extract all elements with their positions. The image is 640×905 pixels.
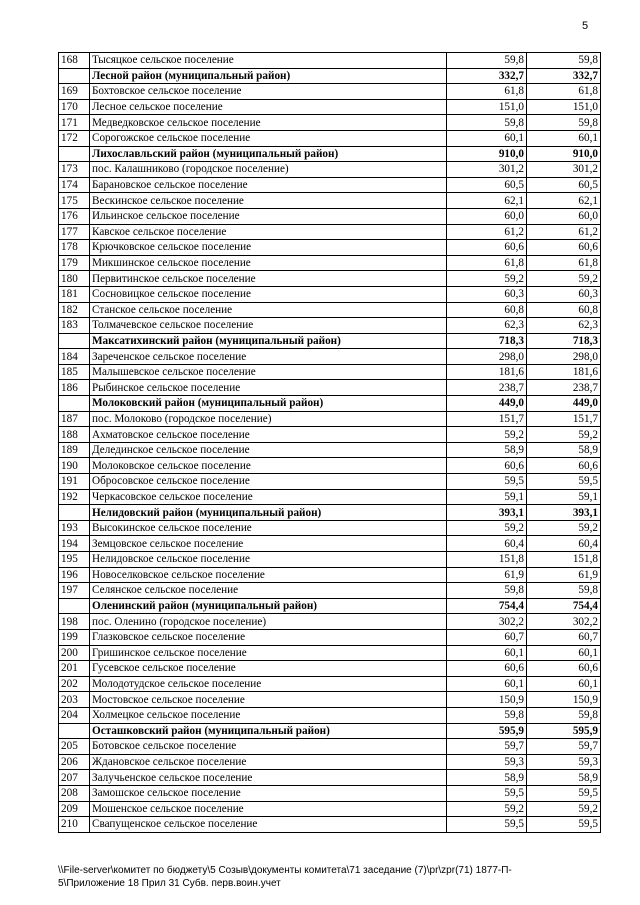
- value-column-1-cell: 59,8: [447, 707, 527, 723]
- district-row: [59, 396, 601, 412]
- table-row: [59, 676, 601, 692]
- row-number-cell: [59, 146, 90, 162]
- settlement-name-cell: Станское сельское поселение: [90, 302, 447, 318]
- value-column-2-cell: 61,2: [527, 224, 601, 240]
- value-column-2-cell: 59,8: [527, 115, 601, 131]
- row-number-cell: 194: [59, 536, 90, 552]
- settlement-name-cell: Барановское сельское поселение: [90, 177, 447, 193]
- value-column-2-cell: 59,8: [527, 583, 601, 599]
- value-column-2-cell: 60,6: [527, 661, 601, 677]
- row-number-cell: 180: [59, 271, 90, 287]
- row-number-cell: 202: [59, 676, 90, 692]
- settlement-name-cell: Медведковское сельское поселение: [90, 115, 447, 131]
- value-column-2-cell: 238,7: [527, 380, 601, 396]
- table-row: [59, 177, 601, 193]
- value-column-2-cell: 60,1: [527, 130, 601, 146]
- footer-line-1: \\File-server\комитет по бюджету\5 Созыв\документы комитета\71 заседание (7)\pr\zpr(71) 1877-П-: [58, 865, 512, 876]
- value-column-2-cell: 910,0: [527, 146, 601, 162]
- row-number-cell: 168: [59, 53, 90, 69]
- settlement-name-cell: Гришинское сельское поселение: [90, 645, 447, 661]
- value-column-2-cell: 150,9: [527, 692, 601, 708]
- value-column-2-cell: 754,4: [527, 598, 601, 614]
- value-column-2-cell: 151,8: [527, 552, 601, 568]
- value-column-1-cell: 61,2: [447, 224, 527, 240]
- row-number-cell: [59, 396, 90, 412]
- table-row: [59, 707, 601, 723]
- value-column-2-cell: 59,2: [527, 801, 601, 817]
- row-number-cell: 196: [59, 567, 90, 583]
- row-number-cell: 184: [59, 349, 90, 365]
- table-row: [59, 286, 601, 302]
- settlement-name-cell: Селянское сельское поселение: [90, 583, 447, 599]
- table-row: [59, 99, 601, 115]
- value-column-2-cell: 60,5: [527, 177, 601, 193]
- settlement-name-cell: Молодотудское сельское поселение: [90, 676, 447, 692]
- settlement-name-cell: Ильинское сельское поселение: [90, 208, 447, 224]
- value-column-1-cell: 150,9: [447, 692, 527, 708]
- row-number-cell: 195: [59, 552, 90, 568]
- value-column-2-cell: 151,0: [527, 99, 601, 115]
- row-number-cell: 208: [59, 785, 90, 801]
- subsidy-table: [58, 52, 601, 833]
- row-number-cell: 186: [59, 380, 90, 396]
- row-number-cell: 188: [59, 427, 90, 443]
- settlement-name-cell: Лесной район (муниципальный район): [90, 68, 447, 84]
- row-number-cell: 169: [59, 84, 90, 100]
- value-column-1-cell: 181,6: [447, 364, 527, 380]
- value-column-1-cell: 59,5: [447, 474, 527, 490]
- value-column-2-cell: 181,6: [527, 364, 601, 380]
- value-column-2-cell: 60,1: [527, 676, 601, 692]
- value-column-1-cell: 58,9: [447, 770, 527, 786]
- settlement-name-cell: Лесное сельское поселение: [90, 99, 447, 115]
- row-number-cell: [59, 333, 90, 349]
- value-column-1-cell: 61,8: [447, 255, 527, 271]
- settlement-name-cell: Мостовское сельское поселение: [90, 692, 447, 708]
- settlement-name-cell: Ахматовское сельское поселение: [90, 427, 447, 443]
- row-number-cell: [59, 68, 90, 84]
- value-column-1-cell: 238,7: [447, 380, 527, 396]
- table-row: [59, 817, 601, 833]
- settlement-name-cell: Оленинский район (муниципальный район): [90, 598, 447, 614]
- settlement-name-cell: Бохтовское сельское поселение: [90, 84, 447, 100]
- settlement-name-cell: Мошенское сельское поселение: [90, 801, 447, 817]
- table-row: [59, 224, 601, 240]
- settlement-name-cell: Крючковское сельское поселение: [90, 240, 447, 256]
- settlement-name-cell: Новоселковское сельское поселение: [90, 567, 447, 583]
- value-column-1-cell: 62,1: [447, 193, 527, 209]
- table-row: [59, 427, 601, 443]
- value-column-1-cell: 298,0: [447, 349, 527, 365]
- row-number-cell: 206: [59, 754, 90, 770]
- row-number-cell: 185: [59, 364, 90, 380]
- settlement-name-cell: Зареченское сельское поселение: [90, 349, 447, 365]
- settlement-name-cell: Толмачевское сельское поселение: [90, 318, 447, 334]
- table-row: [59, 692, 601, 708]
- table-row: [59, 458, 601, 474]
- table-row: [59, 255, 601, 271]
- table-row: [59, 552, 601, 568]
- settlement-name-cell: Первитинское сельское поселение: [90, 271, 447, 287]
- value-column-1-cell: 59,2: [447, 801, 527, 817]
- value-column-2-cell: 59,5: [527, 817, 601, 833]
- value-column-1-cell: 332,7: [447, 68, 527, 84]
- row-number-cell: 205: [59, 739, 90, 755]
- value-column-2-cell: 718,3: [527, 333, 601, 349]
- settlement-name-cell: Сорогожское сельское поселение: [90, 130, 447, 146]
- district-row: [59, 146, 601, 162]
- value-column-2-cell: 60,3: [527, 286, 601, 302]
- value-column-1-cell: 60,5: [447, 177, 527, 193]
- table-row: [59, 53, 601, 69]
- value-column-2-cell: 60,4: [527, 536, 601, 552]
- value-column-2-cell: 62,1: [527, 193, 601, 209]
- settlement-name-cell: Тысяцкое сельское поселение: [90, 53, 447, 69]
- value-column-2-cell: 59,2: [527, 271, 601, 287]
- value-column-2-cell: 332,7: [527, 68, 601, 84]
- value-column-1-cell: 60,6: [447, 240, 527, 256]
- row-number-cell: 207: [59, 770, 90, 786]
- table-row: [59, 349, 601, 365]
- row-number-cell: 177: [59, 224, 90, 240]
- settlement-name-cell: Холмецкое сельское поселение: [90, 707, 447, 723]
- footer-line-2: 5\Приложение 18 Прил 31 Субв. перв.воин.учет: [58, 878, 281, 889]
- table-row: [59, 318, 601, 334]
- value-column-1-cell: 910,0: [447, 146, 527, 162]
- table-row: [59, 240, 601, 256]
- value-column-1-cell: 151,8: [447, 552, 527, 568]
- value-column-1-cell: 59,5: [447, 785, 527, 801]
- row-number-cell: 187: [59, 411, 90, 427]
- value-column-1-cell: 60,1: [447, 676, 527, 692]
- value-column-2-cell: 61,8: [527, 84, 601, 100]
- settlement-name-cell: Делединское сельское поселение: [90, 442, 447, 458]
- table-row: [59, 193, 601, 209]
- row-number-cell: [59, 505, 90, 521]
- settlement-name-cell: Лихославльский район (муниципальный район): [90, 146, 447, 162]
- table-row: [59, 162, 601, 178]
- value-column-2-cell: 59,2: [527, 520, 601, 536]
- row-number-cell: 174: [59, 177, 90, 193]
- value-column-2-cell: 60,6: [527, 240, 601, 256]
- settlement-name-cell: Микшинское сельское поселение: [90, 255, 447, 271]
- district-row: [59, 333, 601, 349]
- settlement-name-cell: Ждановское сельское поселение: [90, 754, 447, 770]
- settlement-name-cell: Ботовское сельское поселение: [90, 739, 447, 755]
- settlement-name-cell: Рыбинское сельское поселение: [90, 380, 447, 396]
- value-column-1-cell: 393,1: [447, 505, 527, 521]
- value-column-1-cell: 59,7: [447, 739, 527, 755]
- value-column-1-cell: 302,2: [447, 614, 527, 630]
- value-column-2-cell: 59,8: [527, 707, 601, 723]
- value-column-1-cell: 59,8: [447, 583, 527, 599]
- row-number-cell: 182: [59, 302, 90, 318]
- settlement-name-cell: Земцовское сельское поселение: [90, 536, 447, 552]
- row-number-cell: 191: [59, 474, 90, 490]
- table-row: [59, 629, 601, 645]
- table-row: [59, 645, 601, 661]
- row-number-cell: 203: [59, 692, 90, 708]
- value-column-2-cell: 59,3: [527, 754, 601, 770]
- value-column-2-cell: 59,2: [527, 427, 601, 443]
- value-column-1-cell: 60,1: [447, 130, 527, 146]
- value-column-1-cell: 60,8: [447, 302, 527, 318]
- row-number-cell: 209: [59, 801, 90, 817]
- value-column-2-cell: 61,8: [527, 255, 601, 271]
- settlement-name-cell: Залучьенское сельское поселение: [90, 770, 447, 786]
- value-column-2-cell: 393,1: [527, 505, 601, 521]
- settlement-name-cell: Глазковское сельское поселение: [90, 629, 447, 645]
- value-column-2-cell: 58,9: [527, 442, 601, 458]
- table-row: [59, 130, 601, 146]
- value-column-2-cell: 298,0: [527, 349, 601, 365]
- value-column-2-cell: 60,0: [527, 208, 601, 224]
- value-column-1-cell: 59,1: [447, 489, 527, 505]
- table-row: [59, 739, 601, 755]
- row-number-cell: 193: [59, 520, 90, 536]
- value-column-1-cell: 60,4: [447, 536, 527, 552]
- district-row: [59, 598, 601, 614]
- value-column-2-cell: 59,7: [527, 739, 601, 755]
- settlement-name-cell: Кавское сельское поселение: [90, 224, 447, 240]
- settlement-name-cell: Осташковский район (муниципальный район): [90, 723, 447, 739]
- settlement-name-cell: Свапущенское сельское поселение: [90, 817, 447, 833]
- table-row: [59, 271, 601, 287]
- settlement-name-cell: Малышевское сельское поселение: [90, 364, 447, 380]
- table-row: [59, 380, 601, 396]
- row-number-cell: 179: [59, 255, 90, 271]
- table-row: [59, 785, 601, 801]
- table-row: [59, 442, 601, 458]
- value-column-1-cell: 151,7: [447, 411, 527, 427]
- table-row: [59, 536, 601, 552]
- value-column-1-cell: 60,6: [447, 661, 527, 677]
- row-number-cell: [59, 598, 90, 614]
- table-row: [59, 614, 601, 630]
- value-column-1-cell: 60,0: [447, 208, 527, 224]
- district-row: [59, 68, 601, 84]
- value-column-1-cell: 449,0: [447, 396, 527, 412]
- value-column-2-cell: 60,8: [527, 302, 601, 318]
- settlement-name-cell: Сосновицкое сельское поселение: [90, 286, 447, 302]
- row-number-cell: 199: [59, 629, 90, 645]
- value-column-1-cell: 62,3: [447, 318, 527, 334]
- value-column-1-cell: 61,9: [447, 567, 527, 583]
- value-column-2-cell: 151,7: [527, 411, 601, 427]
- table-row: [59, 661, 601, 677]
- row-number-cell: 192: [59, 489, 90, 505]
- row-number-cell: 178: [59, 240, 90, 256]
- value-column-1-cell: 595,9: [447, 723, 527, 739]
- table-row: [59, 520, 601, 536]
- value-column-1-cell: 60,7: [447, 629, 527, 645]
- footer-file-path: [58, 864, 618, 890]
- table-row: [59, 84, 601, 100]
- settlement-name-cell: пос. Молоково (городское поселение): [90, 411, 447, 427]
- value-column-1-cell: 58,9: [447, 442, 527, 458]
- table-row: [59, 489, 601, 505]
- row-number-cell: 173: [59, 162, 90, 178]
- table-row: [59, 770, 601, 786]
- table-row: [59, 208, 601, 224]
- settlement-name-cell: пос. Калашниково (городское поселение): [90, 162, 447, 178]
- row-number-cell: 197: [59, 583, 90, 599]
- value-column-1-cell: 59,3: [447, 754, 527, 770]
- table-body: [59, 53, 601, 833]
- value-column-1-cell: 301,2: [447, 162, 527, 178]
- row-number-cell: 204: [59, 707, 90, 723]
- row-number-cell: 171: [59, 115, 90, 131]
- value-column-2-cell: 58,9: [527, 770, 601, 786]
- settlement-name-cell: Максатихинский район (муниципальный район): [90, 333, 447, 349]
- row-number-cell: 198: [59, 614, 90, 630]
- settlement-name-cell: Высокинское сельское поселение: [90, 520, 447, 536]
- table-row: [59, 567, 601, 583]
- value-column-1-cell: 718,3: [447, 333, 527, 349]
- value-column-2-cell: 61,9: [527, 567, 601, 583]
- row-number-cell: 172: [59, 130, 90, 146]
- row-number-cell: 181: [59, 286, 90, 302]
- row-number-cell: 200: [59, 645, 90, 661]
- row-number-cell: 210: [59, 817, 90, 833]
- table-row: [59, 411, 601, 427]
- value-column-1-cell: 59,8: [447, 115, 527, 131]
- value-column-1-cell: 59,2: [447, 271, 527, 287]
- value-column-1-cell: 59,5: [447, 817, 527, 833]
- value-column-2-cell: 59,1: [527, 489, 601, 505]
- row-number-cell: [59, 723, 90, 739]
- table-row: [59, 801, 601, 817]
- settlement-name-cell: Замошское сельское поселение: [90, 785, 447, 801]
- value-column-2-cell: 301,2: [527, 162, 601, 178]
- district-row: [59, 505, 601, 521]
- value-column-1-cell: 59,2: [447, 520, 527, 536]
- value-column-2-cell: 62,3: [527, 318, 601, 334]
- row-number-cell: 170: [59, 99, 90, 115]
- value-column-1-cell: 60,1: [447, 645, 527, 661]
- settlement-name-cell: Молоковский район (муниципальный район): [90, 396, 447, 412]
- row-number-cell: 175: [59, 193, 90, 209]
- table-row: [59, 754, 601, 770]
- value-column-2-cell: 59,5: [527, 785, 601, 801]
- settlement-name-cell: Вескинское сельское поселение: [90, 193, 447, 209]
- row-number-cell: 183: [59, 318, 90, 334]
- value-column-2-cell: 449,0: [527, 396, 601, 412]
- row-number-cell: 189: [59, 442, 90, 458]
- table-row: [59, 583, 601, 599]
- row-number-cell: 176: [59, 208, 90, 224]
- value-column-2-cell: 302,2: [527, 614, 601, 630]
- settlement-name-cell: Нелидовское сельское поселение: [90, 552, 447, 568]
- value-column-2-cell: 60,1: [527, 645, 601, 661]
- value-column-1-cell: 60,3: [447, 286, 527, 302]
- settlement-name-cell: Обросовское сельское поселение: [90, 474, 447, 490]
- table-row: [59, 474, 601, 490]
- value-column-2-cell: 59,5: [527, 474, 601, 490]
- table-row: [59, 302, 601, 318]
- settlement-name-cell: Молоковское сельское поселение: [90, 458, 447, 474]
- value-column-1-cell: 61,8: [447, 84, 527, 100]
- value-column-1-cell: 60,6: [447, 458, 527, 474]
- value-column-2-cell: 60,7: [527, 629, 601, 645]
- value-column-2-cell: 59,8: [527, 53, 601, 69]
- settlement-name-cell: Черкасовское сельское поселение: [90, 489, 447, 505]
- table-row: [59, 115, 601, 131]
- value-column-1-cell: 754,4: [447, 598, 527, 614]
- value-column-1-cell: 59,8: [447, 53, 527, 69]
- value-column-1-cell: 59,2: [447, 427, 527, 443]
- settlement-name-cell: Нелидовский район (муниципальный район): [90, 505, 447, 521]
- value-column-1-cell: 151,0: [447, 99, 527, 115]
- page-number: 5: [582, 20, 589, 32]
- value-column-2-cell: 595,9: [527, 723, 601, 739]
- district-row: [59, 723, 601, 739]
- table-row: [59, 364, 601, 380]
- settlement-name-cell: Гусевское сельское поселение: [90, 661, 447, 677]
- row-number-cell: 190: [59, 458, 90, 474]
- row-number-cell: 201: [59, 661, 90, 677]
- value-column-2-cell: 60,6: [527, 458, 601, 474]
- settlement-name-cell: пос. Оленино (городское поселение): [90, 614, 447, 630]
